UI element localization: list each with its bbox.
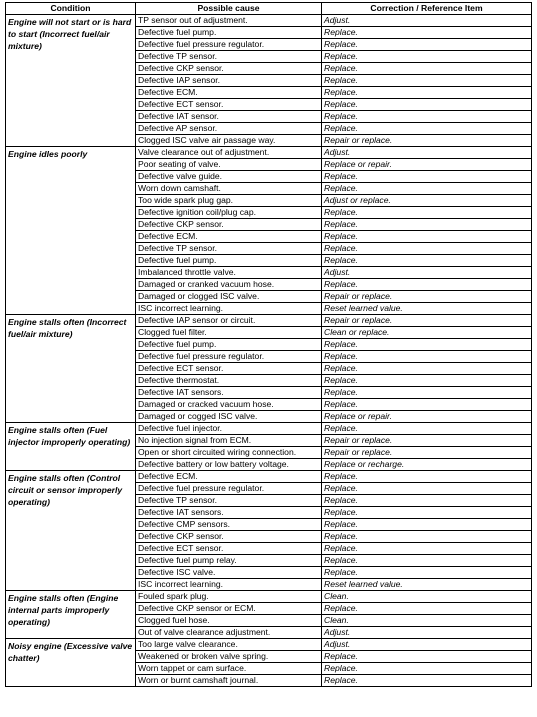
possible-cause-cell: Worn or burnt camshaft journal.: [136, 675, 322, 687]
condition-cell: Engine stalls often (Control circuit or sensor improperly operating): [6, 471, 136, 591]
possible-cause-cell: Defective valve guide.: [136, 171, 322, 183]
correction-cell: Replace.: [322, 219, 532, 231]
correction-cell: Replace.: [322, 39, 532, 51]
correction-cell: Adjust.: [322, 147, 532, 159]
possible-cause-cell: Defective ECM.: [136, 231, 322, 243]
correction-cell: Replace.: [322, 27, 532, 39]
possible-cause-cell: Defective TP sensor.: [136, 495, 322, 507]
possible-cause-cell: Defective CKP sensor.: [136, 219, 322, 231]
correction-cell: Replace or recharge.: [322, 459, 532, 471]
possible-cause-cell: Defective fuel pressure regulator.: [136, 351, 322, 363]
correction-cell: Replace.: [322, 555, 532, 567]
correction-cell: Replace.: [322, 363, 532, 375]
possible-cause-cell: Poor seating of valve.: [136, 159, 322, 171]
correction-cell: Reset learned value.: [322, 579, 532, 591]
possible-cause-cell: Imbalanced throttle valve.: [136, 267, 322, 279]
possible-cause-cell: Defective IAT sensors.: [136, 387, 322, 399]
correction-cell: Replace.: [322, 243, 532, 255]
possible-cause-cell: Damaged or clogged ISC valve.: [136, 291, 322, 303]
correction-cell: Replace.: [322, 495, 532, 507]
header-condition: Condition: [6, 3, 136, 15]
possible-cause-cell: Defective CMP sensors.: [136, 519, 322, 531]
possible-cause-cell: Defective battery or low battery voltage.: [136, 459, 322, 471]
correction-cell: Repair or replace.: [322, 315, 532, 327]
correction-cell: Replace.: [322, 507, 532, 519]
correction-cell: Replace.: [322, 651, 532, 663]
possible-cause-cell: Defective TP sensor.: [136, 51, 322, 63]
correction-cell: Replace.: [322, 399, 532, 411]
possible-cause-cell: Weakened or broken valve spring.: [136, 651, 322, 663]
possible-cause-cell: ISC incorrect learning.: [136, 579, 322, 591]
correction-cell: Reset learned value.: [322, 303, 532, 315]
correction-cell: Replace.: [322, 519, 532, 531]
possible-cause-cell: Defective ECM.: [136, 87, 322, 99]
possible-cause-cell: Defective fuel pressure regulator.: [136, 39, 322, 51]
possible-cause-cell: Too wide spark plug gap.: [136, 195, 322, 207]
correction-cell: Repair or replace.: [322, 435, 532, 447]
possible-cause-cell: Defective fuel pump.: [136, 255, 322, 267]
correction-cell: Replace.: [322, 567, 532, 579]
condition-cell: Engine stalls often (Engine internal parts improperly operating): [6, 591, 136, 639]
possible-cause-cell: Defective IAP sensor.: [136, 75, 322, 87]
correction-cell: Replace or repair.: [322, 411, 532, 423]
correction-cell: Replace.: [322, 255, 532, 267]
possible-cause-cell: Damaged or cranked vacuum hose.: [136, 279, 322, 291]
possible-cause-cell: Damaged or cracked vacuum hose.: [136, 399, 322, 411]
correction-cell: Replace.: [322, 351, 532, 363]
correction-cell: Adjust.: [322, 267, 532, 279]
correction-cell: Replace.: [322, 279, 532, 291]
correction-cell: Replace.: [322, 471, 532, 483]
correction-cell: Replace.: [322, 663, 532, 675]
possible-cause-cell: Defective ECT sensor.: [136, 99, 322, 111]
correction-cell: Repair or replace.: [322, 447, 532, 459]
possible-cause-cell: Defective CKP sensor.: [136, 63, 322, 75]
table-row: [6, 471, 532, 483]
correction-cell: Adjust.: [322, 15, 532, 27]
possible-cause-cell: Defective IAP sensor or circuit.: [136, 315, 322, 327]
correction-cell: Replace.: [322, 171, 532, 183]
possible-cause-cell: Defective ISC valve.: [136, 567, 322, 579]
possible-cause-cell: Damaged or cogged ISC valve.: [136, 411, 322, 423]
correction-cell: Replace.: [322, 63, 532, 75]
possible-cause-cell: Clogged ISC valve air passage way.: [136, 135, 322, 147]
condition-cell: Engine idles poorly: [6, 147, 136, 315]
correction-cell: Replace.: [322, 483, 532, 495]
correction-cell: Replace.: [322, 675, 532, 687]
header-row: [6, 3, 532, 15]
possible-cause-cell: Defective thermostat.: [136, 375, 322, 387]
correction-cell: Clean.: [322, 591, 532, 603]
condition-cell: Engine will not start or is hard to start (Incorrect fuel/air mixture): [6, 15, 136, 147]
correction-cell: Replace.: [322, 543, 532, 555]
correction-cell: Clean.: [322, 615, 532, 627]
possible-cause-cell: Open or short circuited wiring connection.: [136, 447, 322, 459]
correction-cell: Adjust.: [322, 639, 532, 651]
header-correction: Correction / Reference Item: [322, 3, 532, 15]
possible-cause-cell: Defective ECM.: [136, 471, 322, 483]
correction-cell: Replace.: [322, 51, 532, 63]
table-row: [6, 315, 532, 327]
correction-cell: Replace.: [322, 603, 532, 615]
troubleshooting-table-container: [5, 2, 532, 687]
possible-cause-cell: Defective fuel injector.: [136, 423, 322, 435]
correction-cell: Replace.: [322, 123, 532, 135]
table-row: [6, 147, 532, 159]
correction-cell: Replace.: [322, 111, 532, 123]
possible-cause-cell: Out of valve clearance adjustment.: [136, 627, 322, 639]
possible-cause-cell: Worn down camshaft.: [136, 183, 322, 195]
possible-cause-cell: Defective ignition coil/plug cap.: [136, 207, 322, 219]
header-possible-cause: Possible cause: [136, 3, 322, 15]
possible-cause-cell: No injection signal from ECM.: [136, 435, 322, 447]
correction-cell: Replace.: [322, 423, 532, 435]
possible-cause-cell: Clogged fuel hose.: [136, 615, 322, 627]
table-body: [6, 15, 532, 687]
possible-cause-cell: ISC incorrect learning.: [136, 303, 322, 315]
possible-cause-cell: Defective AP sensor.: [136, 123, 322, 135]
correction-cell: Replace.: [322, 75, 532, 87]
possible-cause-cell: Defective IAT sensors.: [136, 507, 322, 519]
condition-cell: Noisy engine (Excessive valve chatter): [6, 639, 136, 687]
correction-cell: Repair or replace.: [322, 135, 532, 147]
possible-cause-cell: Clogged fuel filter.: [136, 327, 322, 339]
possible-cause-cell: Defective CKP sensor.: [136, 531, 322, 543]
table-row: [6, 639, 532, 651]
correction-cell: Replace.: [322, 387, 532, 399]
condition-cell: Engine stalls often (Fuel injector improperly operating): [6, 423, 136, 471]
possible-cause-cell: Defective fuel pump.: [136, 27, 322, 39]
table-row: [6, 591, 532, 603]
correction-cell: Replace.: [322, 99, 532, 111]
correction-cell: Replace.: [322, 183, 532, 195]
possible-cause-cell: Defective fuel pressure regulator.: [136, 483, 322, 495]
correction-cell: Replace or repair.: [322, 159, 532, 171]
possible-cause-cell: Defective ECT sensor.: [136, 543, 322, 555]
table-header: [6, 3, 532, 15]
table-row: [6, 15, 532, 27]
correction-cell: Adjust.: [322, 627, 532, 639]
correction-cell: Replace.: [322, 87, 532, 99]
correction-cell: Clean or replace.: [322, 327, 532, 339]
condition-cell: Engine stalls often (Incorrect fuel/air mixture): [6, 315, 136, 423]
possible-cause-cell: Defective fuel pump relay.: [136, 555, 322, 567]
possible-cause-cell: Too large valve clearance.: [136, 639, 322, 651]
possible-cause-cell: Defective CKP sensor or ECM.: [136, 603, 322, 615]
possible-cause-cell: Defective TP sensor.: [136, 243, 322, 255]
possible-cause-cell: Defective IAT sensor.: [136, 111, 322, 123]
correction-cell: Replace.: [322, 207, 532, 219]
correction-cell: Replace.: [322, 375, 532, 387]
possible-cause-cell: TP sensor out of adjustment.: [136, 15, 322, 27]
correction-cell: Replace.: [322, 339, 532, 351]
possible-cause-cell: Defective fuel pump.: [136, 339, 322, 351]
correction-cell: Replace.: [322, 231, 532, 243]
correction-cell: Adjust or replace.: [322, 195, 532, 207]
correction-cell: Repair or replace.: [322, 291, 532, 303]
correction-cell: Replace.: [322, 531, 532, 543]
table-row: [6, 423, 532, 435]
possible-cause-cell: Worn tappet or cam surface.: [136, 663, 322, 675]
troubleshooting-table: [5, 2, 532, 687]
possible-cause-cell: Fouled spark plug.: [136, 591, 322, 603]
possible-cause-cell: Valve clearance out of adjustment.: [136, 147, 322, 159]
possible-cause-cell: Defective ECT sensor.: [136, 363, 322, 375]
